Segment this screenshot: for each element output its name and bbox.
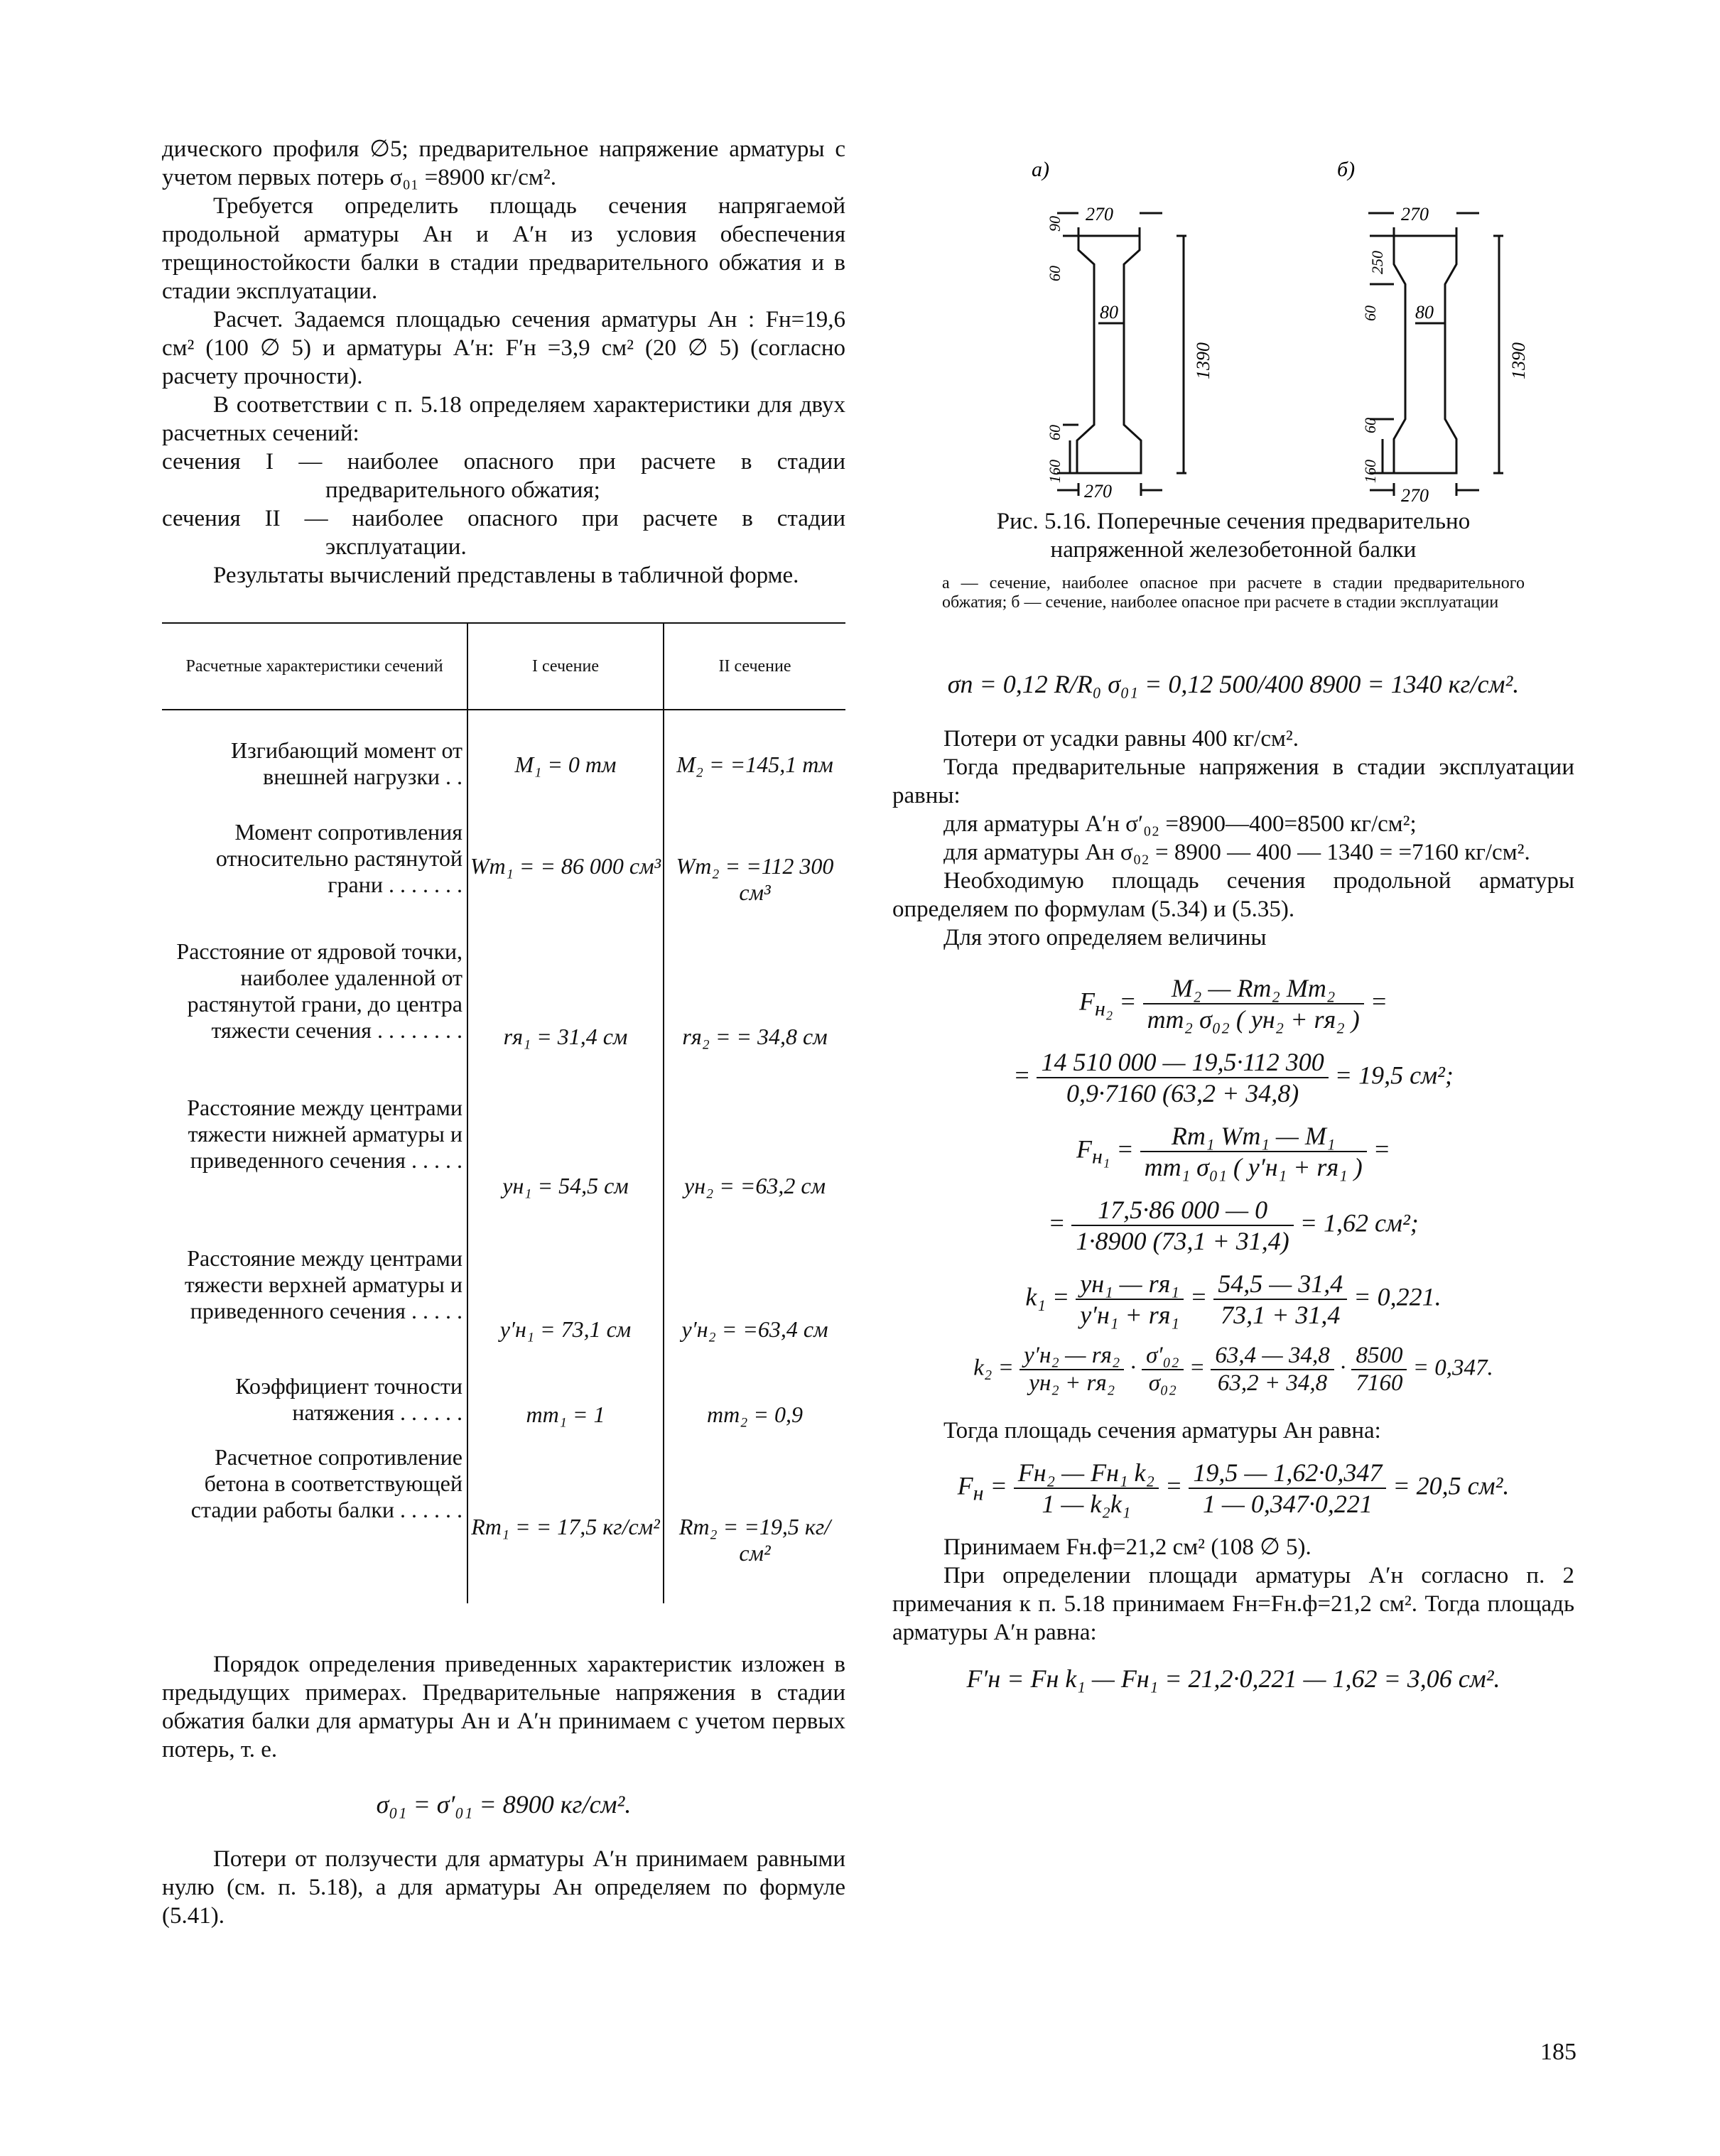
frac-den: mт₂ σ₀₂ ( yн₂ + rя₂ ) [1147, 1005, 1360, 1034]
frac-num: 19,5 — 1,62·0,347 [1189, 1458, 1386, 1489]
formula-k2: k₂ = $\frac{\text{y′н₂ — rя₂}}{\text{yн₂ + rя₂}}$ · $\frac{\text{σ′₀₂}}{\text{σ₀₂}}$ = $\frac{63,4 — 34,8}{63,2 + 34,8}$ · $\frac{8500}{7160}$ = 0,347. [973, 1343, 1493, 1396]
formula-fn2: $F_{н_2}$ = $\frac{\text{M₂ — Rт₂ Mт₂}}{\text{mт₂ σ₀₂ ( yн₂ + rя₂ )}}$ = [1078, 974, 1388, 1034]
frac-den: 7160 [1356, 1370, 1403, 1396]
table-cell: Расстояние между центрами тяжести верхней арматуры и приведенного сечения . . . . . [184, 1245, 463, 1323]
frac-num: 14 510 000 — 19,5·112 300 [1037, 1047, 1328, 1078]
table-cell: Расстояние от ядровой точки, наиболее удаленной от растянутой грани, до центра тяжести сечения . . . . . . . . [176, 938, 463, 1043]
frac-den: 1 — 0,347·0,221 [1202, 1490, 1373, 1518]
frac-num: Fн₂ — Fн₁ k₂ [1014, 1458, 1159, 1489]
formula: σ₀₁ = σ′₀₁ = 8900 кг/см². [376, 1790, 632, 1819]
formula-fn1: $F_{н_1}$ = $\frac{\text{Rт₁ Wт₁ — M₁}}{\text{mт₁ σ₀₁ ( y′н₁ + rя₁ )}}$ = [1076, 1122, 1390, 1181]
table-header: Расчетные характеристики сечений [162, 623, 467, 710]
formula-fn: $F_н$ = $\frac{\text{Fн₂ — Fн₁ k₂}}{\text{1 — k₂k₁}}$ = $\frac{19,5 — 1,62\cdot 0,347}{1 — 0,347\cdot 0,221}$ = 20,5 см². [957, 1458, 1510, 1518]
table-cell: Wт₂ = =112 300 см³ [664, 796, 845, 917]
dim-label: 90 [1046, 216, 1064, 232]
page-number: 185 [1540, 2039, 1576, 2065]
paragraph: Порядок определения приведенных характеристик изложен в предыдущих примерах. Предварительные напряжения в стадии обжатия балки для арматуры Aн и A′н принимаем с учетом первых потерь, т. е. [162, 1652, 845, 1762]
table-cell: y′н₂ = =63,4 см [664, 1224, 845, 1369]
paragraph: Принимаем Fн.ф=21,2 см² (108 ∅ 5). [943, 1534, 1311, 1560]
frac-den: 63,2 + 34,8 [1217, 1370, 1328, 1396]
paragraph: для арматуры A′н σ′₀₂ =8900—400=8500 кг/см²; [943, 811, 1417, 837]
list-item: сечения I — наиболее опасного при расчете в стадии предварительного обжатия; [162, 449, 845, 503]
list-item: сечения II — наиболее опасного при расчете в стадии эксплуатации. [162, 506, 845, 560]
table-cell: yн₁ = 54,5 см [467, 1073, 664, 1224]
paragraph: В соответствии с п. 5.18 определяем характеристики для двух расчетных сечений: [162, 392, 845, 446]
formula-final: F′н = Fн k₁ — Fн₁ = 21,2·0,221 — 1,62 = 3,06 см². [966, 1664, 1500, 1693]
figure [892, 135, 1574, 507]
frac-num: 63,4 — 34,8 [1211, 1343, 1334, 1370]
dim-label: 60 [1361, 418, 1379, 433]
dim-label: 250 [1368, 251, 1386, 274]
frac-num: 8500 [1351, 1343, 1407, 1370]
dim-label: 1390 [1508, 342, 1529, 379]
table-cell: Расчетное сопротивление бетона в соответствующей стадии работы балки . . . . . . [190, 1444, 463, 1522]
frac-num: Rт₁ Wт₁ — M₁ [1140, 1121, 1367, 1152]
frac-num: M₂ — Rт₂ Mт₂ [1143, 973, 1364, 1004]
figure-label-b: б) [1337, 158, 1356, 181]
table-cell: Rт₁ = = 17,5 кг/см² [467, 1440, 664, 1603]
frac-den: yн₂ + rя₂ [1029, 1370, 1115, 1396]
frac-num: σ′₀₂ [1142, 1343, 1183, 1370]
table-cell: yн₂ = =63,2 см [664, 1073, 845, 1224]
result: = 1,62 см²; [1299, 1208, 1419, 1237]
table-cell: Изгибающий момент от внешней нагрузки . . [230, 737, 463, 789]
frac-den: y′н₁ + rя₁ [1080, 1301, 1179, 1329]
figure-label-a: а) [1032, 158, 1049, 181]
result: = 19,5 см²; [1334, 1061, 1454, 1090]
paragraph: Для этого определяем величины [943, 925, 1267, 950]
frac-den: 1·8900 (73,1 + 31,4) [1076, 1227, 1289, 1255]
dim-label: 60 [1046, 425, 1064, 440]
right-column [892, 135, 1574, 1706]
frac-den: mт₁ σ₀₁ ( y′н₁ + rя₁ ) [1144, 1153, 1363, 1181]
dim-label: 60 [1046, 266, 1064, 281]
table-cell: y′н₁ = 73,1 см [467, 1224, 664, 1369]
results-table [162, 622, 845, 1603]
table-cell: Wт₁ = = 86 000 см³ [467, 796, 664, 917]
paragraph: Тогда предварительные напряжения в стадии эксплуатации равны: [892, 754, 1574, 808]
table-cell: Момент сопротивления относительно растянутой грани . . . . . . . [215, 819, 463, 897]
table-header: I сечение [467, 623, 664, 710]
table-cell: rя₁ = 31,4 см [467, 917, 664, 1073]
figure-note: а — сечение, наиболее опасное при расчете в стадии предварительного обжатия; б — сечение, наиболее опасное при расчете в стадии эксплуатации [942, 574, 1525, 612]
table-cell: M₁ = 0 тм [467, 710, 664, 796]
frac-num: 17,5·86 000 — 0 [1071, 1195, 1293, 1226]
table-header: II сечение [664, 623, 845, 710]
dim-label: 270 [1086, 204, 1113, 224]
paragraph: Потери от ползучести для арматуры A′н принимаем равными нулю (см. п. 5.18), а для арматуры Aн определяем по формуле (5.41). [162, 1846, 845, 1929]
frac-num: y′н₂ — rя₂ [1019, 1343, 1124, 1370]
table-cell: mт₂ = 0,9 [664, 1369, 845, 1440]
result: = 20,5 см². [1392, 1471, 1510, 1500]
paragraph: При определении площади арматуры A′н согласно п. 2 примечания к п. 5.18 принимаем Fн=Fн.ф=21,2 см². Тогда площадь арматуры A′н равна: [892, 1563, 1574, 1645]
paragraph: для арматуры Aн σ₀₂ = 8900 — 400 — 1340 = =7160 кг/см². [943, 840, 1530, 865]
paragraph: Требуется определить площадь сечения напрягаемой продольной арматуры Aн и A′н из условия обеспечения трещиностойкости балки в стадии предварительного обжатия и в стадии эксплуатации. [162, 193, 845, 304]
dim-label: 60 [1361, 305, 1379, 321]
dim-label: 1390 [1193, 342, 1213, 379]
paragraph: Расчет. Задаемся площадью сечения арматуры Aн : Fн=19,6 см² (100 ∅ 5) и арматуры A′н: F′н =3,9 см² (20 ∅ 5) (согласно расчету прочности). [162, 307, 845, 389]
result: = 0,221. [1353, 1282, 1442, 1311]
formula-fn1-value: = $\frac{17,5\cdot 86 000 — 0}{1\cdot 8900 (73,1 + 31,4)}$ = 1,62 см²; [1048, 1196, 1419, 1255]
table-cell: Коэффициент точности натяжения . . . . . . [235, 1373, 463, 1425]
left-column [162, 135, 845, 1930]
frac-den: 73,1 + 31,4 [1221, 1301, 1341, 1329]
formula-sigma-p: σп = 0,12 R/R₀ σ₀₁ = 0,12 500/400 8900 = 1340 кг/см². [947, 670, 1520, 698]
table-cell: mт₁ = 1 [467, 1369, 664, 1440]
table-cell: rя₂ = = 34,8 см [664, 917, 845, 1073]
formula-fn2-value: = $\frac{14 510 000 — 19,5\cdot 112 300}{0,9\cdot 7160 (63,2 + 34,8)}$ = 19,5 см²; [1013, 1048, 1454, 1107]
figure-caption: Рис. 5.16. Поперечные сечения предварительно напряженной железобетонной балки [996, 509, 1471, 563]
paragraph: Необходимую площадь сечения продольной арматуры определяем по формулам (5.34) и (5.35). [892, 868, 1574, 922]
dim-label: 80 [1100, 302, 1118, 323]
table-cell: Rт₂ = =19,5 кг/см² [664, 1440, 845, 1603]
paragraph: Тогда площадь сечения арматуры Aн равна: [943, 1418, 1381, 1443]
frac-num: yн₁ — rя₁ [1076, 1269, 1184, 1300]
table-cell: M₂ = =145,1 тм [664, 710, 845, 796]
paragraph: Результаты вычислений представлены в табличной форме. [213, 563, 799, 588]
dim-label: 270 [1401, 204, 1429, 224]
result: = 0,347. [1412, 1355, 1493, 1381]
beam-sections-drawing [892, 135, 1574, 507]
frac-num: 54,5 — 31,4 [1213, 1269, 1347, 1300]
formula-k1: k₁ = $\frac{\text{yн₁ — rя₁}}{\text{y′н₁ + rя₁}}$ = $\frac{54,5 — 31,4}{73,1 + 31,4}$ = 0,221. [1025, 1269, 1442, 1329]
dim-label: 270 [1084, 481, 1112, 502]
dim-label: 160 [1361, 460, 1379, 483]
dim-label: 270 [1401, 485, 1429, 506]
dim-label: 80 [1415, 302, 1434, 323]
paragraph: дического профиля ∅5; предварительное напряжение арматуры с учетом первых потерь σ₀₁ =8900 кг/см². [162, 136, 845, 190]
frac-den: 1 — k₂k₁ [1042, 1490, 1131, 1518]
table-cell: Расстояние между центрами тяжести нижней арматуры и приведенного сечения . . . . . [187, 1095, 463, 1173]
dim-label: 160 [1046, 460, 1064, 483]
paragraph: Потери от усадки равны 400 кг/см². [943, 726, 1299, 752]
frac-den: 0,9·7160 (63,2 + 34,8) [1066, 1079, 1299, 1107]
frac-den: σ₀₂ [1148, 1370, 1177, 1396]
